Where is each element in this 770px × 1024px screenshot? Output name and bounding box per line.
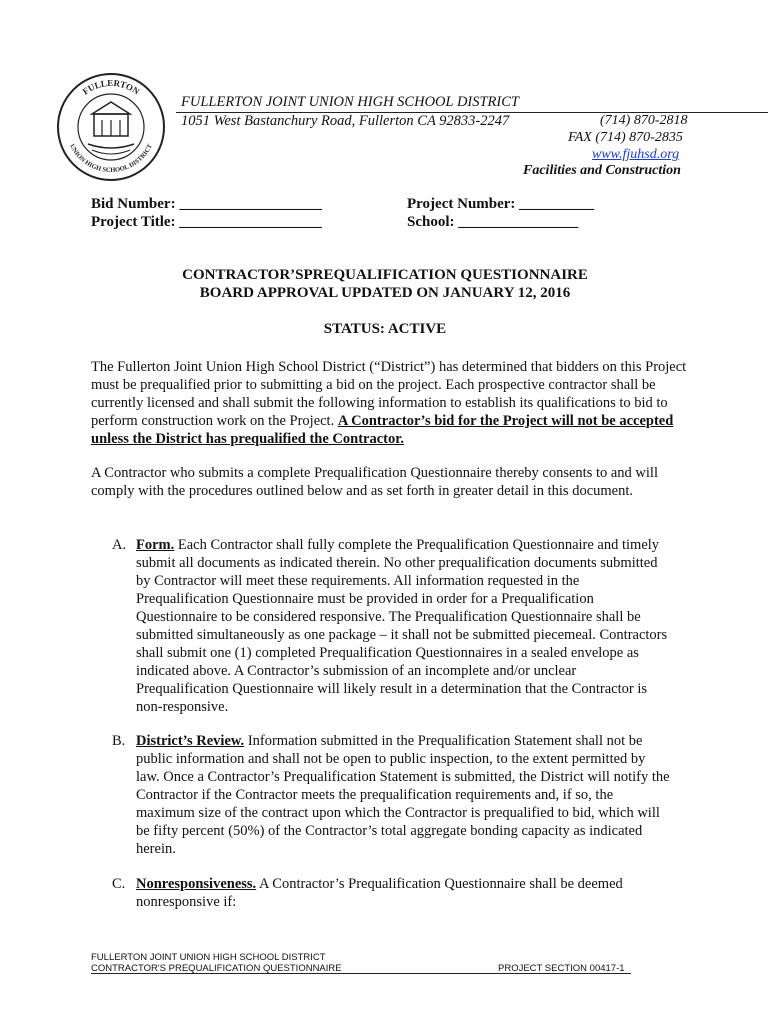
item-text: A Contractor’s Prequalification Questionnaire shall be deemed nonresponsive if:: [136, 876, 623, 910]
item-letter: B.: [112, 733, 126, 749]
list-item: [112, 536, 672, 716]
item-text: Each Contractor shall fully complete the Prequalification Questionnaire and timely submit all documents as indicated therein. No other prequalification documents submitted by Contractor will meet these requirements. All information requested in the Prequalification Questionnaire must be provided in order for a Prequalification Questionnaire to be considered responsive. The Prequalification Questionnaire shall be submitted simultaneously as one package – it shall not be submitted piecemeal. Contractors shall submit one (1) completed Prequalification Questionnaires in a sealed envelope as indicated above. A Contractor’s submission of an incomplete and/or unclear Prequalification Questionnaire will likely result in a determination that the Contractor is non-responsive.: [136, 537, 668, 715]
footer-rule: [91, 973, 631, 974]
intro-emphasis: A Contractor’s bid for the Project will not be accepted unless the District has prequalified the Contractor.: [91, 413, 674, 447]
district-phone: (714) 870-2818: [600, 113, 688, 128]
list-item: [112, 732, 672, 858]
project-number-field: Project Number: __________: [407, 196, 595, 212]
item-letter: C.: [112, 876, 126, 892]
department-name: Facilities and Construction: [523, 163, 681, 178]
board-approval-line: BOARD APPROVAL UPDATED ON JANUARY 12, 2016: [199, 285, 571, 301]
list-item: [112, 875, 672, 911]
district-seal-logo: [56, 72, 166, 182]
status-label: STATUS: ACTIVE: [323, 321, 447, 337]
item-heading: District’s Review.: [136, 733, 245, 749]
item-heading: Form.: [136, 537, 175, 553]
school-field: School: ________________: [407, 214, 579, 230]
project-title-field: Project Title: ___________________: [91, 214, 322, 230]
district-address: 1051 West Bastanchury Road, Fullerton CA 92833-2247: [181, 113, 510, 129]
svg-text:FULLERTON: FULLERTON: [80, 77, 142, 97]
item-text: Information submitted in the Prequalification Statement shall not be public information and shall not be open to public inspection, to the extent permitted by law. Once a Contractor’s Prequalification Statement is submitted, the District will notify the Contractor if the Contractor meets the prequalification requirements and, if so, the maximum size of the contract upon which the Contractor is prequalified to bid, which will be fifty percent (50%) of the Contractor’s total aggregate bonding capacity as indicated herein.: [136, 733, 670, 857]
intro-paragraph: [91, 358, 701, 448]
svg-text:UNION HIGH SCHOOL DISTRICT: UNION HIGH SCHOOL DISTRICT: [68, 143, 154, 175]
footer-section-number: PROJECT SECTION 00417-1: [498, 963, 625, 974]
intro-text: The Fullerton Joint Union High School District (“District”) has determined that bidders on this Project must be prequalified prior to submitting a bid on the project. Each prospective contractor shall be currently licensed and shall submit the following information to establish its qualifications to bid to perform construction work on the Project.: [91, 359, 687, 429]
bid-number-field: Bid Number: ___________________: [91, 196, 322, 212]
footer-document-name: CONTRACTOR'S PREQUALIFICATION QUESTIONNAIRE: [91, 963, 342, 974]
document-title: CONTRACTOR’SPREQUALIFICATION QUESTIONNAIRE: [182, 267, 588, 283]
item-letter: A.: [112, 537, 127, 553]
district-website-link[interactable]: www.fjuhsd.org: [592, 147, 680, 162]
consent-paragraph: A Contractor who submits a complete Prequalification Questionnaire thereby consents to and will comply with the procedures outlined below and as set forth in greater detail in this document.: [91, 465, 658, 499]
footer-district-name: FULLERTON JOINT UNION HIGH SCHOOL DISTRICT: [91, 952, 326, 963]
district-name: FULLERTON JOINT UNION HIGH SCHOOL DISTRICT: [181, 94, 519, 110]
district-fax: FAX (714) 870-2835: [568, 130, 683, 145]
item-heading: Nonresponsiveness.: [136, 876, 257, 892]
